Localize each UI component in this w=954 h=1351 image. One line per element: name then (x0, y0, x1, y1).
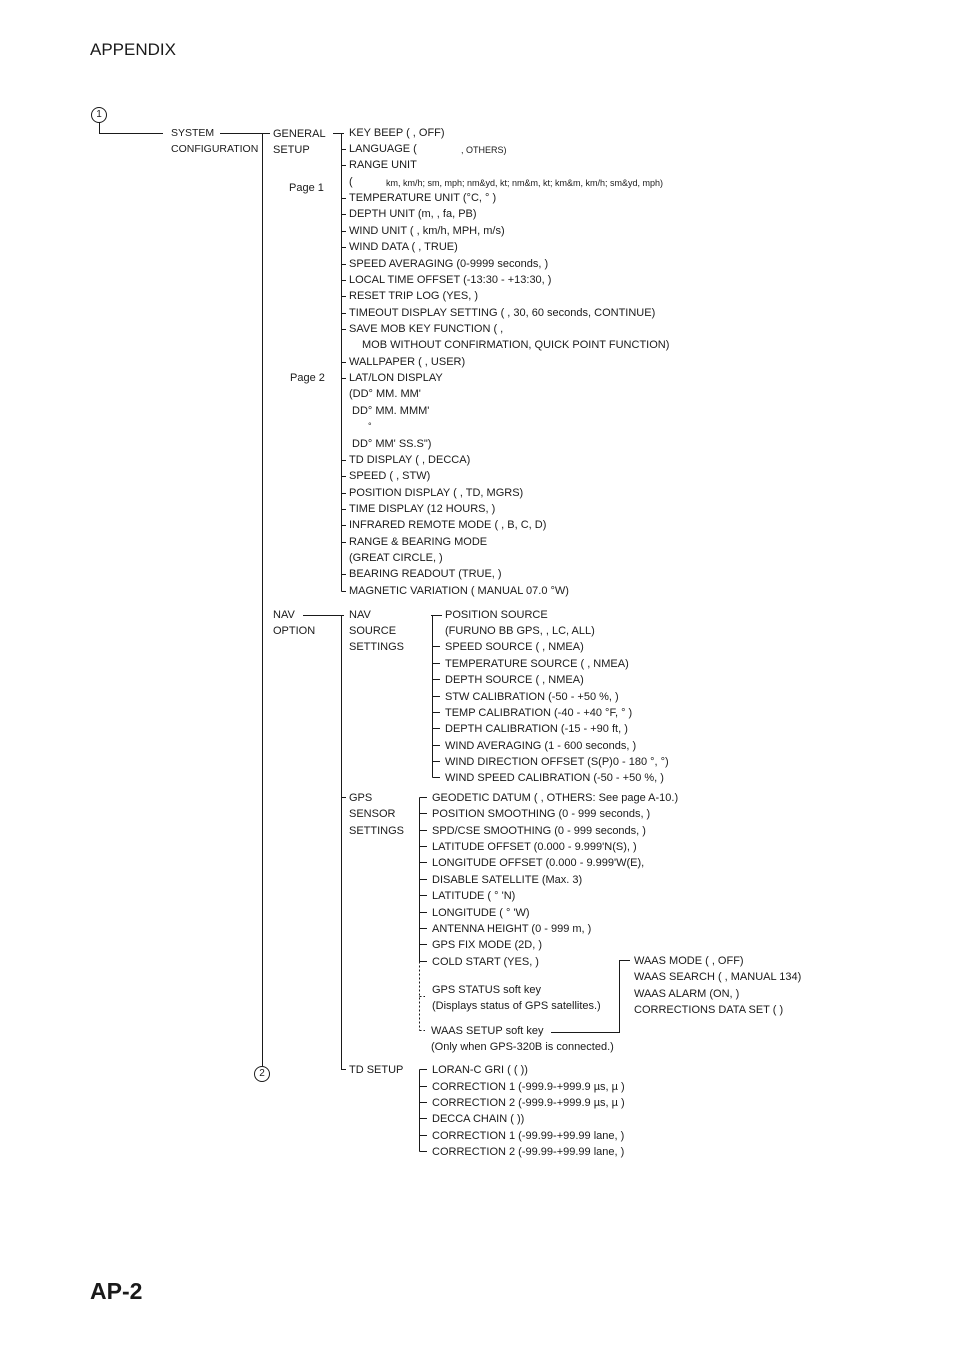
position-display-item: POSITION DISPLAY ( , TD, MGRS) (349, 487, 524, 499)
waas-setup-description: (Only when GPS-320B is connected.) (431, 1041, 614, 1053)
loran-c-gri-item: LORAN-C GRI ( ( )) (432, 1064, 528, 1076)
speed-item: SPEED ( , STW) (349, 470, 431, 482)
range-unit-item: RANGE UNIT (349, 159, 417, 171)
corrections-data-set-item: CORRECTIONS DATA SET ( ) (634, 1004, 784, 1016)
language-item: LANGUAGE ( (349, 143, 417, 155)
page-number: AP-2 (90, 1278, 143, 1304)
reset-trip-log-item: RESET TRIP LOG (YES, ) (349, 290, 478, 302)
latlon-option-4: DD° MM' SS.S") (352, 438, 432, 450)
wind-direction-offset-item: WIND DIRECTION OFFSET (S(P)0 - 180 °, °) (445, 756, 669, 768)
timeout-display-item: TIMEOUT DISPLAY SETTING ( , 30, 60 seconds, CONTINUE) (349, 307, 656, 319)
page2-label: Page 2 (290, 372, 325, 384)
depth-calibration-item: DEPTH CALIBRATION (-15 - +90 ft, ) (445, 723, 628, 735)
system-label-line2: CONFIGURATION (171, 143, 259, 155)
gps-status-description: (Displays status of GPS satellites.) (432, 1000, 601, 1012)
save-mob-key-item: SAVE MOB KEY FUNCTION ( , (349, 323, 504, 335)
waas-mode-item: WAAS MODE ( , OFF) (634, 955, 744, 967)
position-source-item: POSITION SOURCE (445, 609, 548, 621)
temperature-source-item: TEMPERATURE SOURCE ( , NMEA) (445, 658, 629, 670)
nav-option-label-line1: NAV (273, 609, 295, 621)
correction-2-lane-item: CORRECTION 2 (-99.99-+99.99 lane, ) (432, 1146, 625, 1158)
cold-start-item: COLD START (YES, ) (432, 956, 539, 968)
stw-calibration-item: STW CALIBRATION (-50 - +50 %, ) (445, 691, 619, 703)
latitude-offset-item: LATITUDE OFFSET (0.000 - 9.999'N(S), ) (432, 841, 637, 853)
position-source-options: (FURUNO BB GPS, , LC, ALL) (445, 625, 595, 637)
save-mob-key-options: MOB WITHOUT CONFIRMATION, QUICK POINT FUNCTION) (362, 339, 670, 351)
gps-sensor-label-line2: SENSOR (349, 808, 396, 820)
wind-data-item: WIND DATA ( , TRUE) (349, 241, 458, 253)
waas-alarm-item: WAAS ALARM (ON, ) (634, 988, 740, 1000)
connector-marker-2: 2 (254, 1066, 270, 1082)
gps-status-soft-key: GPS STATUS soft key (432, 984, 542, 996)
td-setup-label: TD SETUP (349, 1064, 404, 1076)
nav-option-label-line2: OPTION (273, 625, 316, 637)
correction-2-us-item: CORRECTION 2 (-999.9-+999.9 µs, µ ) (432, 1097, 625, 1109)
nav-source-label-line1: NAV (349, 609, 371, 621)
latitude-item: LATITUDE ( ° 'N) (432, 890, 516, 902)
correction-1-lane-item: CORRECTION 1 (-99.99-+99.99 lane, ) (432, 1130, 625, 1142)
speed-source-item: SPEED SOURCE ( , NMEA) (445, 641, 584, 653)
connector-marker-1: 1 (91, 107, 107, 123)
range-unit-options: km, km/h; sm, mph; nm&yd, kt; nm&m, kt; km&m, km/h; sm&yd, mph) (386, 178, 664, 188)
gps-sensor-label-line3: SETTINGS (349, 825, 405, 837)
temperature-unit-item: TEMPERATURE UNIT (°C, ° ) (349, 192, 497, 204)
gps-sensor-label-line1: GPS (349, 792, 373, 804)
wind-unit-item: WIND UNIT ( , km/h, MPH, m/s) (349, 225, 505, 237)
td-display-item: TD DISPLAY ( , DECCA) (349, 454, 471, 466)
correction-1-us-item: CORRECTION 1 (-999.9-+999.9 µs, µ ) (432, 1081, 625, 1093)
page1-label: Page 1 (289, 182, 324, 194)
magnetic-variation-item: MAGNETIC VARIATION ( MANUAL 07.0 °W) (349, 585, 569, 597)
antenna-height-item: ANTENNA HEIGHT (0 - 999 m, ) (432, 923, 592, 935)
time-display-item: TIME DISPLAY (12 HOURS, ) (349, 503, 496, 515)
latlon-display-item: LAT/LON DISPLAY (349, 372, 443, 384)
speed-averaging-item: SPEED AVERAGING (0-9999 seconds, ) (349, 258, 549, 270)
wind-averaging-item: WIND AVERAGING (1 - 600 seconds, ) (445, 740, 637, 752)
longitude-offset-item: LONGITUDE OFFSET (0.000 - 9.999'W(E), (432, 857, 645, 869)
spd-cse-smoothing-item: SPD/CSE SMOOTHING (0 - 999 seconds, ) (432, 825, 646, 837)
general-setup-label-line1: GENERAL (273, 128, 326, 140)
depth-unit-item: DEPTH UNIT (m, , fa, PB) (349, 208, 477, 220)
latlon-option-3: ° (368, 421, 372, 431)
gps-fix-mode-item: GPS FIX MODE (2D, ) (432, 939, 543, 951)
position-smoothing-item: POSITION SMOOTHING (0 - 999 seconds, ) (432, 808, 651, 820)
key-beep-item: KEY BEEP ( , OFF) (349, 127, 445, 139)
waas-setup-soft-key: WAAS SETUP soft key (431, 1025, 544, 1037)
local-time-offset-item: LOCAL TIME OFFSET (-13:30 - +13:30, ) (349, 274, 552, 286)
nav-source-label-line2: SOURCE (349, 625, 397, 637)
wind-speed-calibration-item: WIND SPEED CALIBRATION (-50 - +50 %, ) (445, 772, 664, 784)
page-header: APPENDIX (90, 40, 176, 59)
latlon-option-1: (DD° MM. MM' (349, 388, 421, 400)
waas-search-item: WAAS SEARCH ( , MANUAL 134) (634, 971, 802, 983)
disable-satellite-item: DISABLE SATELLITE (Max. 3) (432, 874, 583, 886)
range-bearing-mode-options: (GREAT CIRCLE, ) (349, 552, 443, 564)
language-others: , OTHERS) (461, 145, 507, 155)
geodetic-datum-item: GEODETIC DATUM ( , OTHERS: See page A-10.) (432, 792, 679, 804)
latlon-option-2: DD° MM. MMM' (352, 405, 430, 417)
temp-calibration-item: TEMP CALIBRATION (-40 - +40 °F, ° ) (445, 707, 633, 719)
infrared-remote-item: INFRARED REMOTE MODE ( , B, C, D) (349, 519, 547, 531)
longitude-item: LONGITUDE ( ° 'W) (432, 907, 530, 919)
decca-chain-item: DECCA CHAIN ( )) (432, 1113, 525, 1125)
wallpaper-item: WALLPAPER ( , USER) (349, 356, 466, 368)
range-unit-paren: ( (349, 176, 353, 188)
general-setup-label-line2: SETUP (273, 144, 310, 156)
bearing-readout-item: BEARING READOUT (TRUE, ) (349, 568, 502, 580)
system-label-line1: SYSTEM (171, 127, 215, 139)
range-bearing-mode-item: RANGE & BEARING MODE (349, 536, 488, 548)
nav-source-label-line3: SETTINGS (349, 641, 405, 653)
depth-source-item: DEPTH SOURCE ( , NMEA) (445, 674, 584, 686)
